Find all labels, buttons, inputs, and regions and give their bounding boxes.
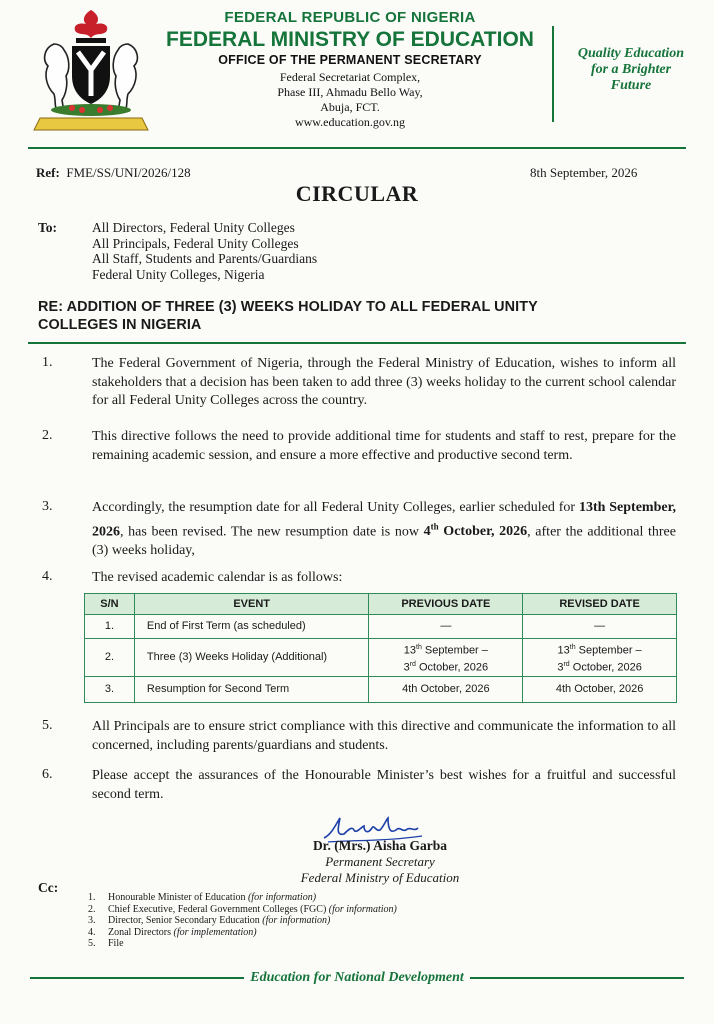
- cc-note: (for information): [326, 903, 397, 915]
- ordinal: rd: [563, 660, 570, 668]
- header-divider: [552, 26, 554, 122]
- cc-item: [88, 938, 397, 950]
- date-line: [527, 641, 672, 658]
- subject-rule: [28, 342, 686, 344]
- paragraph-number: 5.: [42, 718, 53, 733]
- date-line: [373, 641, 518, 658]
- cc-item: [88, 892, 397, 904]
- recipient-line: Federal Unity Colleges, Nigeria: [92, 266, 265, 282]
- cc-num: 2.: [88, 903, 96, 915]
- cc-num: 3.: [88, 915, 96, 927]
- table-cell: Resumption for Second Term: [134, 677, 369, 703]
- website-link[interactable]: www.education.gov.ng: [294, 115, 406, 129]
- cc-num: 1.: [88, 892, 96, 903]
- letter-date: 8th September, 2026: [530, 165, 638, 180]
- cc-text: Zonal Directors: [108, 926, 172, 938]
- table-cell: [523, 639, 677, 677]
- paragraph-2: This directive follows the need to provide additional time for students and staff to rest, prepare for the remaining academic session, and ensure a more effective and productive second term.: [92, 429, 676, 463]
- signatory-title: Permanent Secretary: [325, 854, 435, 869]
- table-cell: —: [523, 615, 677, 639]
- table-header-row: [85, 594, 677, 615]
- p3-text: Accordingly, the resumption date for all Federal Unity Colleges, earlier scheduled for: [92, 500, 579, 515]
- paragraph-number: 2.: [42, 428, 53, 443]
- cc-text: Honourable Minister of Education: [108, 892, 246, 903]
- header-rule: [28, 147, 686, 149]
- p3-new-month: October, 2026: [438, 524, 528, 540]
- month: October, 2026: [569, 661, 642, 674]
- table-cell: [369, 639, 523, 677]
- paragraph-number: 3.: [42, 499, 53, 514]
- p3-text: , has been revised. The new resumption date is now: [120, 524, 424, 540]
- month: September –: [421, 644, 488, 657]
- paragraph-4: The revised academic calendar is as follows:: [92, 570, 343, 585]
- calendar-table: [84, 593, 677, 703]
- slogan-line: for a Brighter: [590, 62, 672, 77]
- office-name: OFFICE OF THE PERMANENT SECRETARY: [218, 53, 482, 67]
- table-cell: 4th October, 2026: [523, 677, 677, 703]
- ref-number: FME/SS/UNI/2026/128: [66, 165, 191, 180]
- cc-note: (for information): [245, 892, 317, 903]
- month: September –: [575, 644, 642, 657]
- column-header: REVISED DATE: [523, 594, 677, 615]
- coat-of-arms-logo: [26, 4, 156, 134]
- table-row: [85, 615, 677, 639]
- to-label: To:: [38, 220, 58, 235]
- table-cell: —: [369, 615, 523, 639]
- signatory-name: Dr. (Mrs.) Aisha Garba: [312, 838, 448, 853]
- slogan: [556, 46, 706, 94]
- recipient-line: All Principals, Federal Unity Colleges: [92, 235, 299, 251]
- footer: [0, 968, 714, 986]
- cc-list: [88, 892, 397, 950]
- subject-line: COLLEGES IN NIGERIA: [38, 317, 202, 333]
- month: October, 2026: [415, 661, 489, 674]
- column-header: PREVIOUS DATE: [369, 594, 523, 615]
- p3-text: , after the additional three (3) weeks holiday,: [92, 524, 676, 558]
- recipients: [92, 220, 317, 282]
- address-line: Phase III, Ahmadu Bello Way,: [277, 85, 423, 99]
- table-cell: End of First Term (as scheduled): [134, 615, 369, 639]
- day: 13: [557, 644, 570, 657]
- ordinal: th: [416, 644, 422, 651]
- slogan-line: Future: [610, 78, 652, 93]
- cc-text: Director, Senior Secondary Education: [108, 915, 260, 927]
- cc-note: (for implementation): [171, 926, 257, 938]
- paragraph-6: Please accept the assurances of the Honourable Minister’s best wishes for a fruitful and successful second term.: [92, 768, 676, 802]
- p3-new-date: [423, 521, 528, 540]
- cc-item: [88, 927, 397, 939]
- table-cell: 2.: [85, 639, 135, 677]
- paragraph-number: 6.: [42, 767, 53, 782]
- day: 13: [403, 644, 417, 657]
- ordinal: th: [569, 644, 576, 651]
- letterhead: [140, 8, 560, 130]
- cc-note: (for information): [259, 915, 331, 927]
- address-line: Abuja, FCT.: [320, 100, 380, 114]
- republic-name: FEDERAL REPUBLIC OF NIGERIA: [224, 9, 476, 26]
- cc-text: Chief Executive, Federal Government Colleges (FGC): [108, 903, 327, 915]
- day: 3: [403, 661, 410, 674]
- ref-label: Ref:: [36, 165, 60, 180]
- address-line: Federal Secretariat Complex,: [279, 70, 421, 84]
- ordinal: rd: [409, 660, 416, 668]
- p3-old-date: 13th September, 2026: [92, 500, 677, 540]
- day: 3: [557, 661, 564, 674]
- paragraph-number: 4.: [42, 569, 53, 584]
- footer-motto: Education for National Development: [244, 970, 470, 985]
- address-block: [140, 70, 560, 130]
- column-header: EVENT: [134, 594, 369, 615]
- ministry-name: FEDERAL MINISTRY OF EDUCATION: [166, 28, 534, 51]
- p3-ordinal: th: [430, 521, 439, 532]
- reference: [36, 165, 191, 181]
- cc-num: 5.: [88, 938, 96, 950]
- table-cell: 4th October, 2026: [369, 677, 523, 703]
- paragraph-5: All Principals are to ensure strict compliance with this directive and communicate the information to all concerned, including parents/guardians and students.: [92, 719, 676, 753]
- table-cell: 1.: [85, 615, 135, 639]
- recipient-line: All Staff, Students and Parents/Guardians: [92, 251, 318, 266]
- table-row: [85, 639, 677, 677]
- paragraph-3: [92, 499, 676, 560]
- document-title: CIRCULAR: [295, 181, 419, 206]
- p3-new-day: 4: [423, 524, 431, 540]
- table-cell: 3.: [85, 677, 135, 703]
- cc-item: [88, 915, 397, 927]
- signatory-org: Federal Ministry of Education: [300, 870, 460, 885]
- date-line: [373, 658, 518, 675]
- subject-line: RE: ADDITION OF THREE (3) WEEKS HOLIDAY TO ALL FEDERAL UNITY: [38, 299, 538, 315]
- cc-item: [88, 904, 397, 916]
- slogan-line: Quality Education: [577, 46, 685, 61]
- recipient-line: All Directors, Federal Unity Colleges: [92, 220, 295, 235]
- cc-label: Cc:: [38, 880, 59, 895]
- paragraph-1: The Federal Government of Nigeria, through the Federal Ministry of Education, wishes to inform all stakeholders that a decision has been taken to add three (3) weeks holiday to the current school calendar for all Federal Unity Colleges across the country.: [92, 356, 676, 408]
- cc-num: 4.: [88, 926, 96, 938]
- cc-text: File: [108, 938, 124, 950]
- table-row: [85, 677, 677, 703]
- column-header: S/N: [85, 594, 135, 615]
- subject-heading: [38, 298, 678, 334]
- date-line: [527, 658, 672, 675]
- paragraph-number: 1.: [42, 355, 53, 370]
- table-cell: Three (3) Weeks Holiday (Additional): [134, 639, 369, 677]
